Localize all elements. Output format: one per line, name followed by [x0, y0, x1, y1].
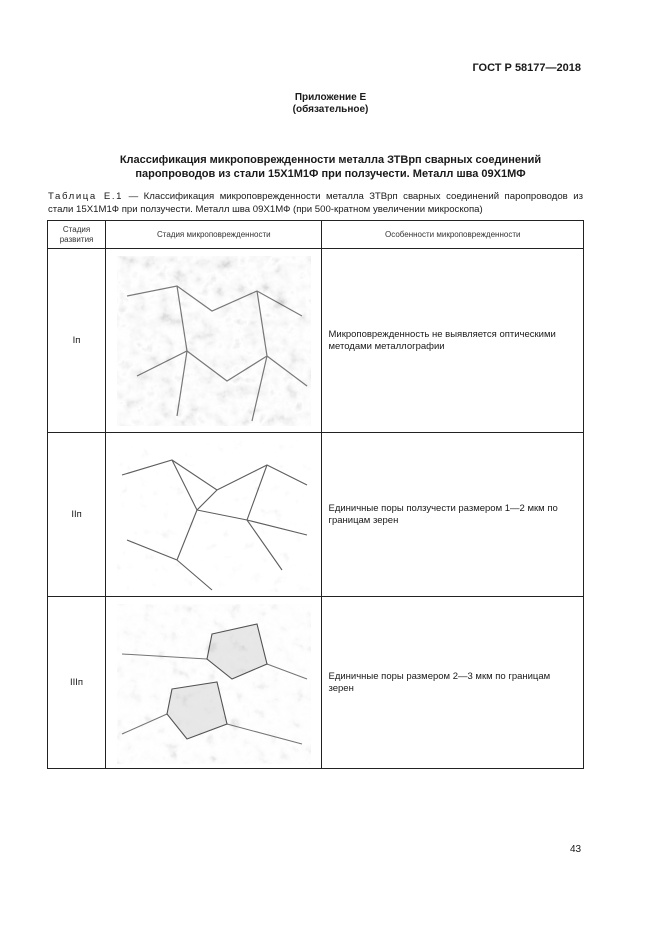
- micrograph-cell: [106, 433, 322, 597]
- feature-cell: Микроповрежденность не выявляется оптическими методами металлографии: [322, 249, 584, 433]
- section-heading-line-1: Классификация микроповрежденности металла ЗТВрп сварных соединений: [119, 154, 542, 166]
- micrograph-image: [117, 604, 311, 764]
- table-header-row: [48, 221, 584, 249]
- table-caption-line-1: [48, 191, 583, 204]
- header-damage-features: Особенности микроповрежденности: [322, 221, 584, 249]
- micrograph-image: [117, 440, 311, 592]
- stage-cell: Iп: [48, 249, 106, 433]
- table-row: [48, 433, 584, 597]
- micrograph-cell: [106, 597, 322, 769]
- page-number: 43: [570, 844, 582, 855]
- feature-cell: Единичные поры размером 2—3 мкм по границам зерен: [322, 597, 584, 769]
- table-caption-label: Таблица Е.1: [48, 191, 124, 202]
- micrograph-cell: [106, 249, 322, 433]
- classification-table: [47, 220, 584, 769]
- stage-cell: IIIп: [48, 597, 106, 769]
- stage-cell: IIп: [48, 433, 106, 597]
- appendix-title: Приложение Е: [294, 92, 367, 103]
- micrograph-image: [117, 256, 311, 426]
- table-caption-line-2: стали 15Х1М1Ф при ползучести. Металл шва 09Х1МФ (при 500-кратном увеличении микроскопа): [48, 204, 483, 215]
- table-row: [48, 249, 584, 433]
- section-heading-line-2: паропроводов из стали 15Х1М1Ф при ползучести. Металл шва 09Х1МФ: [135, 168, 526, 180]
- table-caption-text: — Классификация микроповрежденности металла ЗТВрп сварных соединений паропроводов из: [123, 191, 583, 202]
- standard-number: ГОСТ Р 58177—2018: [472, 62, 581, 74]
- header-development-stage: Стадия развития: [48, 221, 106, 249]
- header-damage-stage: Стадия микроповрежденности: [106, 221, 322, 249]
- feature-cell: Единичные поры ползучести размером 1—2 мкм по границам зерен: [322, 433, 584, 597]
- appendix-subtitle: (обязательное): [292, 104, 369, 115]
- table-row: [48, 597, 584, 769]
